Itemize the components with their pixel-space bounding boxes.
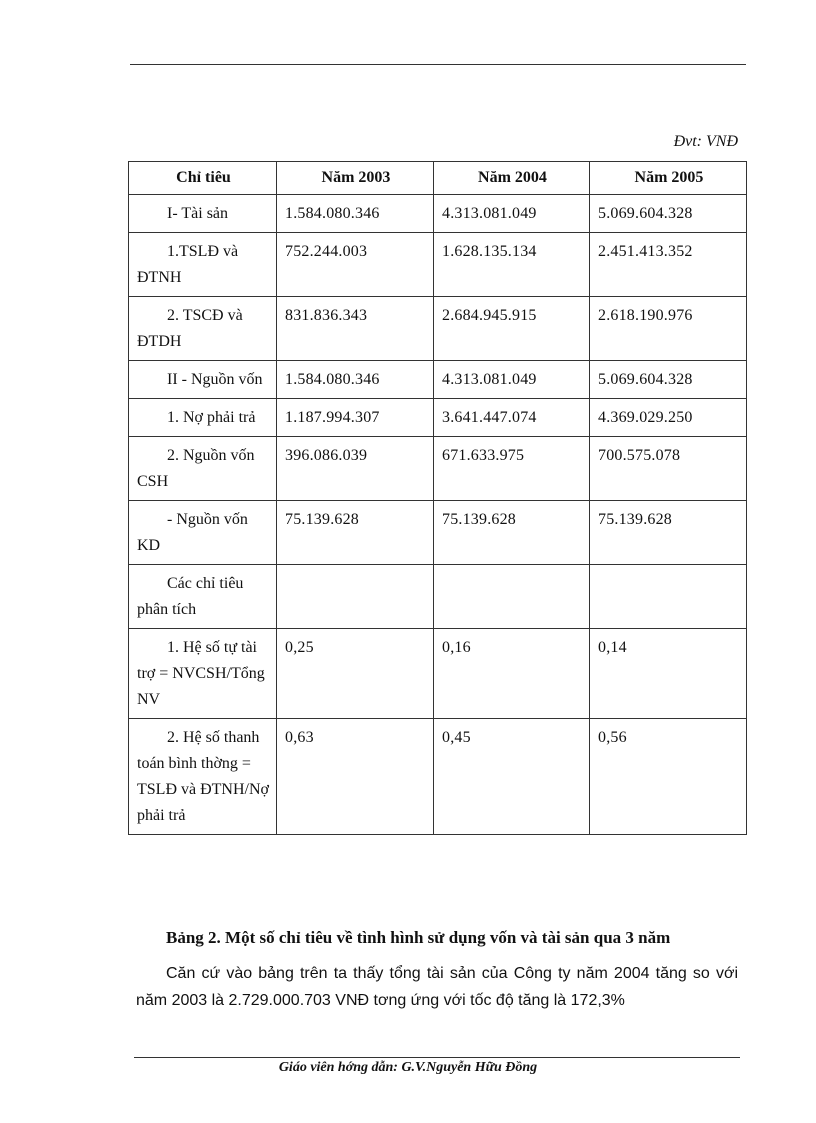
value-cell xyxy=(434,565,590,629)
table-row xyxy=(129,399,747,437)
value-cell: 1.628.135.134 xyxy=(434,233,590,297)
value-cell xyxy=(277,565,434,629)
value-cell: 4.369.029.250 xyxy=(590,399,747,437)
value-cell: 396.086.039 xyxy=(277,437,434,501)
value-cell: 0,25 xyxy=(277,629,434,719)
value-cell: 0,63 xyxy=(277,719,434,835)
value-cell: 2.618.190.976 xyxy=(590,297,747,361)
value-cell: 4.313.081.049 xyxy=(434,361,590,399)
table-caption: Bảng 2. Một số chỉ tiêu về tình hình sử dụng vốn và tài sản qua 3 năm xyxy=(166,928,671,947)
value-cell: 1.187.994.307 xyxy=(277,399,434,437)
value-cell: 671.633.975 xyxy=(434,437,590,501)
value-cell: 1.584.080.346 xyxy=(277,361,434,399)
value-cell: 0,14 xyxy=(590,629,747,719)
row-label-cell: Các chỉ tiêu phân tích xyxy=(129,565,277,629)
page-footer: Giáo viên hớng dẫn: G.V.Nguyễn Hữu Đồng xyxy=(278,1060,538,1075)
row-label-cell: I- Tài sản xyxy=(129,195,277,233)
value-cell xyxy=(590,565,747,629)
value-cell: 5.069.604.328 xyxy=(590,361,747,399)
value-cell: 4.313.081.049 xyxy=(434,195,590,233)
table-header-row xyxy=(129,162,747,195)
table-row xyxy=(129,233,747,297)
header-rule xyxy=(130,64,746,65)
row-label-cell: 2. Hệ số thanh toán bình thờng = TSLĐ và ĐTNH/Nợ phải trả xyxy=(129,719,277,835)
row-label-cell: 1.TSLĐ và ĐTNH xyxy=(129,233,277,297)
row-label-cell: II - Nguồn vốn xyxy=(129,361,277,399)
value-cell: 2.684.945.915 xyxy=(434,297,590,361)
unit-label: Đvt: VNĐ xyxy=(673,133,738,150)
value-cell: 75.139.628 xyxy=(277,501,434,565)
table-row xyxy=(129,437,747,501)
table-row xyxy=(129,361,747,399)
value-cell: 0,16 xyxy=(434,629,590,719)
value-cell: 0,45 xyxy=(434,719,590,835)
indicator-table xyxy=(128,161,747,835)
column-header: Năm 2003 xyxy=(277,162,434,195)
value-cell: 3.641.447.074 xyxy=(434,399,590,437)
value-cell: 0,56 xyxy=(590,719,747,835)
value-cell: 700.575.078 xyxy=(590,437,747,501)
column-header: Năm 2005 xyxy=(590,162,747,195)
table-row xyxy=(129,195,747,233)
row-label-cell: 2. TSCĐ và ĐTDH xyxy=(129,297,277,361)
value-cell: 1.584.080.346 xyxy=(277,195,434,233)
row-label-cell: 1. Nợ phải trả xyxy=(129,399,277,437)
value-cell: 75.139.628 xyxy=(434,501,590,565)
row-label-cell: 2. Nguồn vốn CSH xyxy=(129,437,277,501)
table-row xyxy=(129,501,747,565)
table-row xyxy=(129,629,747,719)
value-cell: 2.451.413.352 xyxy=(590,233,747,297)
row-label-cell: - Nguồn vốn KD xyxy=(129,501,277,565)
table-row xyxy=(129,297,747,361)
body-paragraph: Căn cứ vào bảng trên ta thấy tổng tài sản của Công ty năm 2004 tăng so với năm 2003 là 2.729.000.703 VNĐ tơng ứng với tốc độ tăng là 172,3% xyxy=(136,965,738,1009)
table-row xyxy=(129,719,747,835)
row-label-cell: 1. Hệ số tự tài trợ = NVCSH/Tổng NV xyxy=(129,629,277,719)
table-row xyxy=(129,565,747,629)
value-cell: 752.244.003 xyxy=(277,233,434,297)
value-cell: 5.069.604.328 xyxy=(590,195,747,233)
value-cell: 75.139.628 xyxy=(590,501,747,565)
column-header: Năm 2004 xyxy=(434,162,590,195)
value-cell: 831.836.343 xyxy=(277,297,434,361)
column-header: Chỉ tiêu xyxy=(129,162,277,195)
footer-rule xyxy=(134,1057,740,1058)
